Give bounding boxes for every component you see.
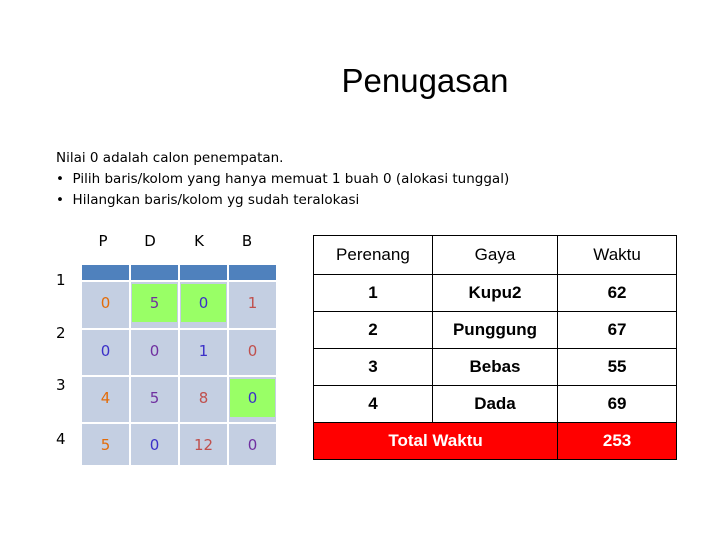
- cell-perenang: 1: [314, 275, 433, 312]
- assignment-table: [313, 235, 677, 460]
- table-row: [314, 275, 677, 312]
- total-value: 253: [558, 423, 677, 460]
- header-waktu: Waktu: [558, 236, 677, 275]
- matrix-cell: 0: [100, 294, 111, 312]
- row-header-2: 2: [56, 324, 66, 342]
- table-row: [314, 312, 677, 349]
- row-header-4: 4: [56, 430, 66, 448]
- bullet-item: • Pilih baris/kolom yang hanya memuat 1 buah 0 (alokasi tunggal): [56, 171, 510, 187]
- matrix-cell: 12: [193, 436, 214, 454]
- matrix-cell: 0: [247, 436, 258, 454]
- cell-perenang: 4: [314, 386, 433, 423]
- column-divider: [227, 265, 229, 465]
- matrix-cell: 5: [100, 436, 111, 454]
- total-label: Total Waktu: [314, 423, 558, 460]
- matrix-cell: 0: [149, 342, 160, 360]
- cell-waktu: 69: [558, 386, 677, 423]
- column-header-b: B: [241, 232, 253, 250]
- bullet-text: Hilangkan baris/kolom yg sudah teralokasi: [72, 192, 360, 208]
- description: [56, 148, 509, 211]
- matrix-cell: 0: [247, 342, 258, 360]
- cell-gaya: Dada: [432, 386, 557, 423]
- column-header-d: D: [144, 232, 156, 250]
- matrix-cell: 1: [247, 294, 258, 312]
- matrix-cell-highlighted: 0: [230, 379, 275, 417]
- cell-perenang: 2: [314, 312, 433, 349]
- matrix-cell: 4: [100, 389, 111, 407]
- cell-gaya: Punggung: [432, 312, 557, 349]
- matrix-cell: 0: [100, 342, 111, 360]
- cell-waktu: 62: [558, 275, 677, 312]
- row-header-1: 1: [56, 271, 66, 289]
- table-header-row: [314, 236, 677, 275]
- header-perenang: Perenang: [314, 236, 433, 275]
- column-divider: [129, 265, 131, 465]
- column-header-p: P: [98, 232, 108, 250]
- matrix-cell-highlighted: 5: [132, 284, 177, 322]
- cell-gaya: Bebas: [432, 349, 557, 386]
- column-header-k: K: [194, 232, 204, 250]
- cell-waktu: 55: [558, 349, 677, 386]
- matrix-cell: 1: [198, 342, 209, 360]
- description-line: Nilai 0 adalah calon penempatan.: [56, 150, 284, 166]
- header-gaya: Gaya: [432, 236, 557, 275]
- table-total-row: [314, 423, 677, 460]
- cost-matrix: [82, 265, 276, 465]
- table-row: [314, 386, 677, 423]
- column-divider: [178, 265, 180, 465]
- cell-waktu: 67: [558, 312, 677, 349]
- cell-perenang: 3: [314, 349, 433, 386]
- matrix-cell: 5: [149, 389, 160, 407]
- matrix-cell: 0: [149, 436, 160, 454]
- matrix-cell: 8: [198, 389, 209, 407]
- cell-gaya: Kupu2: [432, 275, 557, 312]
- matrix-cell-highlighted: 0: [181, 284, 226, 322]
- page-title: Penugasan: [341, 62, 509, 99]
- table-row: [314, 349, 677, 386]
- bullet-item: • Hilangkan baris/kolom yg sudah teralokasi: [56, 192, 360, 208]
- bullet-text: Pilih baris/kolom yang hanya memuat 1 buah 0 (alokasi tunggal): [72, 171, 510, 187]
- row-header-3: 3: [56, 376, 66, 394]
